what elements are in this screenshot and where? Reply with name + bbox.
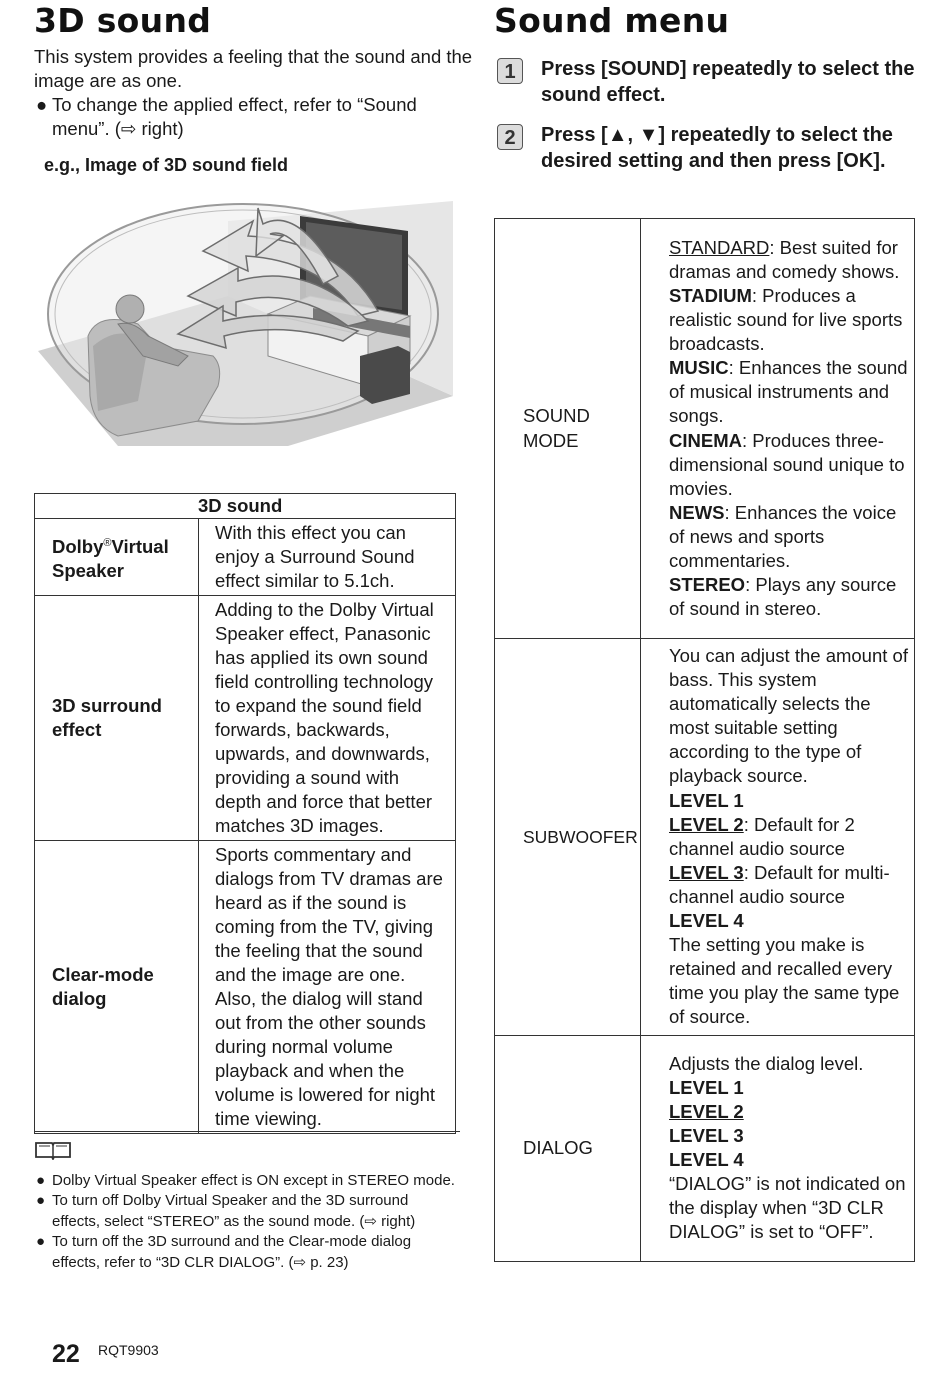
row-label-clear-mode-dialog: Clear-mode dialog <box>35 841 199 1134</box>
bullet-dot: ● <box>36 94 48 115</box>
note-text: Dolby Virtual Speaker effect is ON except in STEREO mode. <box>52 1171 455 1189</box>
section-title-3d-sound: 3D sound <box>34 1 212 40</box>
row-desc-dolby-virtual-speaker: With this effect you can enjoy a Surround Sound effect similar to 5.1ch. <box>199 519 456 596</box>
intro-bullet <box>34 93 474 141</box>
subwoofer-outro: The setting you make is retained and recalled every time you play the same type of source. <box>669 934 900 1028</box>
note-text[interactable]: To turn off the 3D surround and the Clear-mode dialog effects, refer to “3D CLR DIALOG”. (⇨ p. 23) <box>52 1233 412 1271</box>
row-label-3d-surround-effect: 3D surround effect <box>35 596 199 841</box>
3d-sound-table <box>34 493 456 1134</box>
dialog-outro: “DIALOG” is not indicated on the display when “3D CLR DIALOG” is set to “OFF”. <box>669 1173 906 1243</box>
table-header-row <box>35 494 456 519</box>
table-row <box>35 596 456 841</box>
step-text: Press [SOUND] repeatedly to select the sound effect. <box>541 58 915 106</box>
step-number-badge: 1 <box>497 58 523 84</box>
section-title-sound-menu: Sound menu <box>494 1 730 40</box>
subwoofer-level-2: LEVEL 2: Default for 2 channel audio source <box>669 813 855 859</box>
step-text: Press [▲, ▼] repeatedly to select the desired setting and then press [OK]. <box>541 124 893 172</box>
document-code: RQT9903 <box>98 1342 159 1358</box>
row-label-subwoofer: SUBWOOFER <box>495 639 641 1036</box>
intro-text: This system provides a feeling that the sound and the image are as one. <box>34 46 473 91</box>
table-row <box>35 841 456 1134</box>
row-label-sound-mode: SOUND MODE <box>495 219 641 639</box>
dialog-level-3: LEVEL 3 <box>669 1124 744 1146</box>
example-caption: e.g., Image of 3D sound field <box>44 155 289 175</box>
table-row <box>495 1035 915 1261</box>
row-desc-3d-surround-effect: Adding to the Dolby Virtual Speaker effect, Panasonic has applied its own sound field controlling technology to expand the sound field forwards, backwards, upwards, and downwards, providing a sound with depth and force that better matches 3D images. <box>199 596 456 841</box>
mode-stadium: STADIUM: Produces a realistic sound for live sports broadcasts. <box>669 284 903 355</box>
mode-stereo: STEREO: Plays any source of sound in stereo. <box>669 574 897 620</box>
row-label-dialog: DIALOG <box>495 1035 641 1261</box>
step-2 <box>497 122 917 202</box>
dialog-intro: Adjusts the dialog level. <box>669 1052 864 1074</box>
intro-block <box>34 45 474 141</box>
list-item: ● To turn off Dolby Virtual Speaker and the 3D surround effects, select “STEREO” as the sound mode. (⇨ right) <box>36 1192 416 1230</box>
mode-news: NEWS: Enhances the voice of news and sports commentaries. <box>669 501 897 571</box>
list-item: ● Dolby Virtual Speaker effect is ON except in STEREO mode. <box>36 1171 455 1189</box>
subwoofer-level-4: LEVEL 4 <box>669 910 744 932</box>
mode-standard: STANDARD: Best suited for dramas and comedy shows. <box>669 236 900 282</box>
step-number-badge: 2 <box>497 124 523 150</box>
table-row <box>495 219 915 639</box>
table-header-3d-sound: 3D sound <box>35 494 456 519</box>
list-item: ● To turn off the 3D surround and the Clear-mode dialog effects, refer to “3D CLR DIALOG”. (⇨ p. 23) <box>36 1233 412 1271</box>
dialog-level-4: LEVEL 4 <box>669 1149 744 1170</box>
3d-sound-field-illustration <box>38 196 454 446</box>
page-number: 22 <box>52 1340 80 1368</box>
table-row <box>495 639 915 1036</box>
mode-music: MUSIC: Enhances the sound of musical instruments and songs. <box>669 357 908 427</box>
intro-bullet-text[interactable]: To change the applied effect, refer to “Sound menu”. (⇨ right) <box>52 94 417 139</box>
row-desc-sound-mode <box>641 219 915 639</box>
sound-menu-table <box>494 218 915 1262</box>
dialog-level-2: LEVEL 2 <box>669 1100 744 1122</box>
row-desc-dialog <box>641 1035 915 1261</box>
subwoofer-level-3: LEVEL 3: Default for multi-channel audio source <box>669 861 890 907</box>
subwoofer-level-1: LEVEL 1 <box>669 789 744 811</box>
table-row <box>35 519 456 596</box>
notes-section <box>34 1131 460 1273</box>
notes-list <box>34 1171 460 1274</box>
subwoofer-intro: You can adjust the amount of bass. This system automatically selects the most suitable setting according to the type of playback source. <box>669 645 908 787</box>
mode-cinema: CINEMA: Produces three-dimensional sound unique to movies. <box>669 429 905 499</box>
note-text[interactable]: To turn off Dolby Virtual Speaker and the 3D surround effects, select “STEREO” as the sound mode. (⇨ right) <box>52 1192 416 1230</box>
row-desc-clear-mode-dialog: Sports commentary and dialogs from TV dramas are heard as if the sound is coming from the TV, giving the feeling that the sound and the image are one. Also, the dialog will stand out from the other sounds during normal volume playback and when the volume is lowered for night time viewing. <box>199 841 456 1134</box>
row-label-dolby-virtual-speaker: Dolby®Virtual Speaker <box>35 519 199 596</box>
book-icon <box>34 1140 72 1160</box>
step-1 <box>497 56 917 112</box>
row-desc-subwoofer <box>641 639 915 1036</box>
dialog-level-1: LEVEL 1 <box>669 1076 744 1098</box>
